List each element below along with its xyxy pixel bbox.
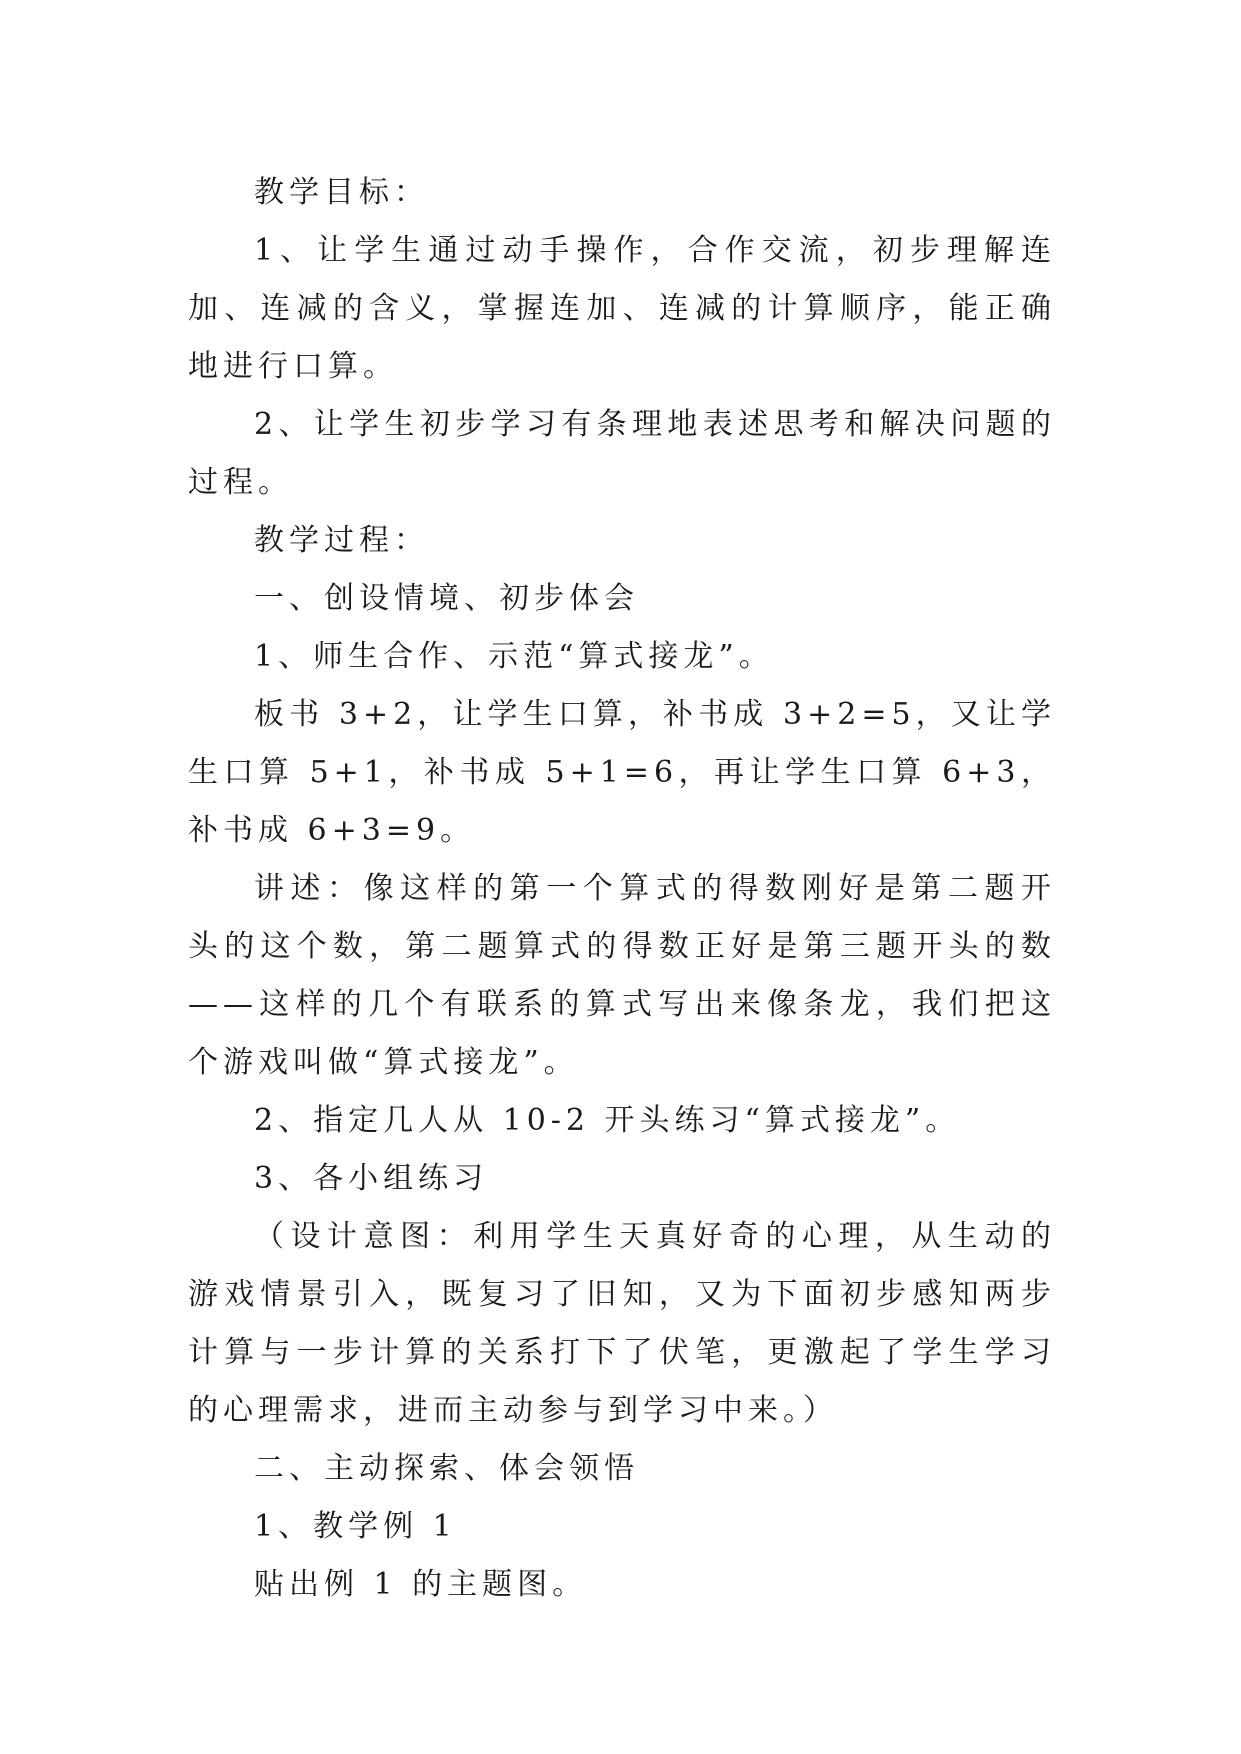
closing-paragraph: 贴出例 1 的主题图。 <box>254 1567 588 1602</box>
section-heading-objectives: 教学目标： <box>254 175 429 210</box>
board-writing-paragraph: 板书 3+2，让学生口算，补书成 3+2=5，又让学生口算 5+1，补书成 5+1=6，再让学生口算 6+3，补书成 6+3=9。 <box>188 697 1056 848</box>
objective-paragraph-1: 1、让学生通过动手操作，合作交流，初步理解连加、连减的含义，掌握连加、连减的计算顺序，能正确地进行口算。 <box>188 233 1056 384</box>
step-paragraph: 2、指定几人从 10-2 开头练习“算式接龙”。 <box>254 1103 961 1138</box>
objective-paragraph-2: 2、让学生初步学习有条理地表述思考和解决问题的过程。 <box>188 407 1056 500</box>
design-intent-paragraph: （设计意图：利用学生天真好奇的心理，从生动的游戏情景引入，既复习了旧知，又为下面初步感知两步计算与一步计算的关系打下了伏笔，更激起了学生学习的心理需求，进而主动参与到学习中来。） <box>188 1219 1056 1428</box>
subheading-part-one: 一、创设情境、初步体会 <box>254 581 639 616</box>
section-heading-process: 教学过程： <box>254 523 429 558</box>
subheading-part-two: 二、主动探索、体会领悟 <box>254 1451 639 1486</box>
document-body <box>188 164 1056 1614</box>
step-paragraph: 1、教学例 1 <box>254 1509 457 1544</box>
step-paragraph: 1、师生合作、示范“算式接龙”。 <box>254 639 774 674</box>
step-paragraph: 3、各小组练习 <box>254 1161 489 1196</box>
explanation-paragraph: 讲述：像这样的第一个算式的得数刚好是第二题开头的这个数，第二题算式的得数正好是第三题开头的数——这样的几个有联系的算式写出来像条龙，我们把这个游戏叫做“算式接龙”。 <box>188 871 1056 1080</box>
